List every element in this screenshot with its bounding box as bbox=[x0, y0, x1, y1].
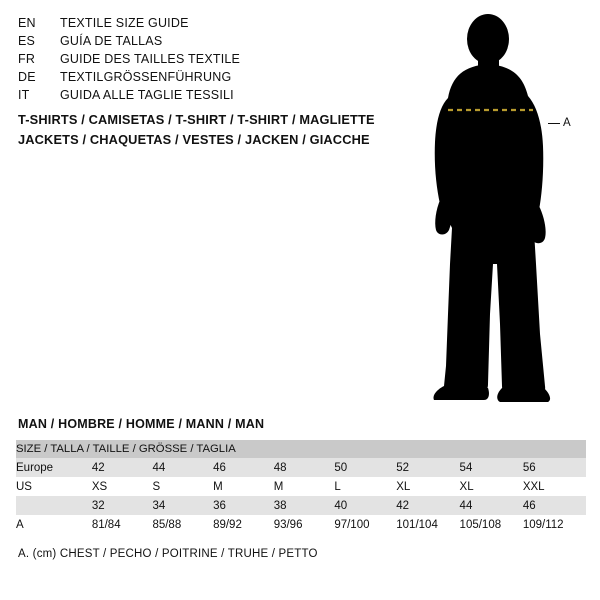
table-header-row bbox=[16, 440, 586, 458]
table-header-label: SIZE / TALLA / TAILLE / GRÖSSE / TAGLIA bbox=[16, 440, 586, 458]
size-table bbox=[16, 440, 586, 534]
cell: 42 bbox=[92, 458, 153, 477]
cell: M bbox=[274, 477, 335, 496]
row-label: US bbox=[16, 477, 92, 496]
cell: 105/108 bbox=[460, 515, 523, 534]
table-row bbox=[16, 458, 586, 477]
language-code: EN bbox=[18, 16, 36, 30]
row-label bbox=[16, 496, 92, 515]
cell: 46 bbox=[213, 458, 274, 477]
cell: 44 bbox=[152, 458, 213, 477]
language-code: ES bbox=[18, 34, 36, 48]
cell: XL bbox=[460, 477, 523, 496]
cell: S bbox=[152, 477, 213, 496]
language-code: DE bbox=[18, 70, 36, 84]
cell: 50 bbox=[334, 458, 396, 477]
cell: 34 bbox=[152, 496, 213, 515]
cell: 44 bbox=[460, 496, 523, 515]
language-text: TEXTILE SIZE GUIDE bbox=[60, 16, 189, 30]
male-silhouette-figure bbox=[400, 14, 600, 404]
language-row bbox=[18, 16, 378, 34]
cell: 56 bbox=[523, 458, 586, 477]
cell: 85/88 bbox=[152, 515, 213, 534]
language-row bbox=[18, 70, 378, 88]
language-code: FR bbox=[18, 52, 36, 66]
cell: 81/84 bbox=[92, 515, 153, 534]
language-text: GUIDE DES TAILLES TEXTILE bbox=[60, 52, 241, 66]
measure-label-a: A bbox=[563, 117, 571, 129]
language-list bbox=[18, 16, 378, 106]
table-row bbox=[16, 496, 586, 515]
language-text: TEXTILGRÖSSENFÜHRUNG bbox=[60, 70, 232, 84]
cell: 97/100 bbox=[334, 515, 396, 534]
footnote-chest: A. (cm) CHEST / PECHO / POITRINE / TRUHE / PETTO bbox=[18, 548, 318, 560]
category-tshirts: T-SHIRTS / CAMISETAS / T-SHIRT / T-SHIRT / MAGLIETTE bbox=[18, 112, 375, 127]
table-row bbox=[16, 477, 586, 496]
section-title-man: MAN / HOMBRE / HOMME / MANN / MAN bbox=[18, 417, 265, 431]
cell: 48 bbox=[274, 458, 335, 477]
garment-categories bbox=[18, 110, 438, 150]
cell: 38 bbox=[274, 496, 335, 515]
table-row bbox=[16, 515, 586, 534]
language-row bbox=[18, 52, 378, 70]
cell: XS bbox=[92, 477, 153, 496]
language-text: GUÍA DE TALLAS bbox=[60, 34, 163, 48]
language-text: GUIDA ALLE TAGLIE TESSILI bbox=[60, 88, 234, 102]
cell: 40 bbox=[334, 496, 396, 515]
cell: XXL bbox=[523, 477, 586, 496]
cell: XL bbox=[396, 477, 459, 496]
cell: 36 bbox=[213, 496, 274, 515]
cell: 89/92 bbox=[213, 515, 274, 534]
row-label: A bbox=[16, 515, 92, 534]
language-row bbox=[18, 88, 378, 106]
row-label: Europe bbox=[16, 458, 92, 477]
cell: 93/96 bbox=[274, 515, 335, 534]
language-row bbox=[18, 34, 378, 52]
silhouette-svg bbox=[400, 14, 600, 404]
measure-leader-line bbox=[548, 123, 560, 124]
cell: 32 bbox=[92, 496, 153, 515]
cell: L bbox=[334, 477, 396, 496]
cell: 109/112 bbox=[523, 515, 586, 534]
cell: 46 bbox=[523, 496, 586, 515]
cell: 54 bbox=[460, 458, 523, 477]
cell: 101/104 bbox=[396, 515, 459, 534]
category-jackets: JACKETS / CHAQUETAS / VESTES / JACKEN / GIACCHE bbox=[18, 132, 370, 147]
language-code: IT bbox=[18, 88, 30, 102]
cell: 52 bbox=[396, 458, 459, 477]
cell: 42 bbox=[396, 496, 459, 515]
cell: M bbox=[213, 477, 274, 496]
